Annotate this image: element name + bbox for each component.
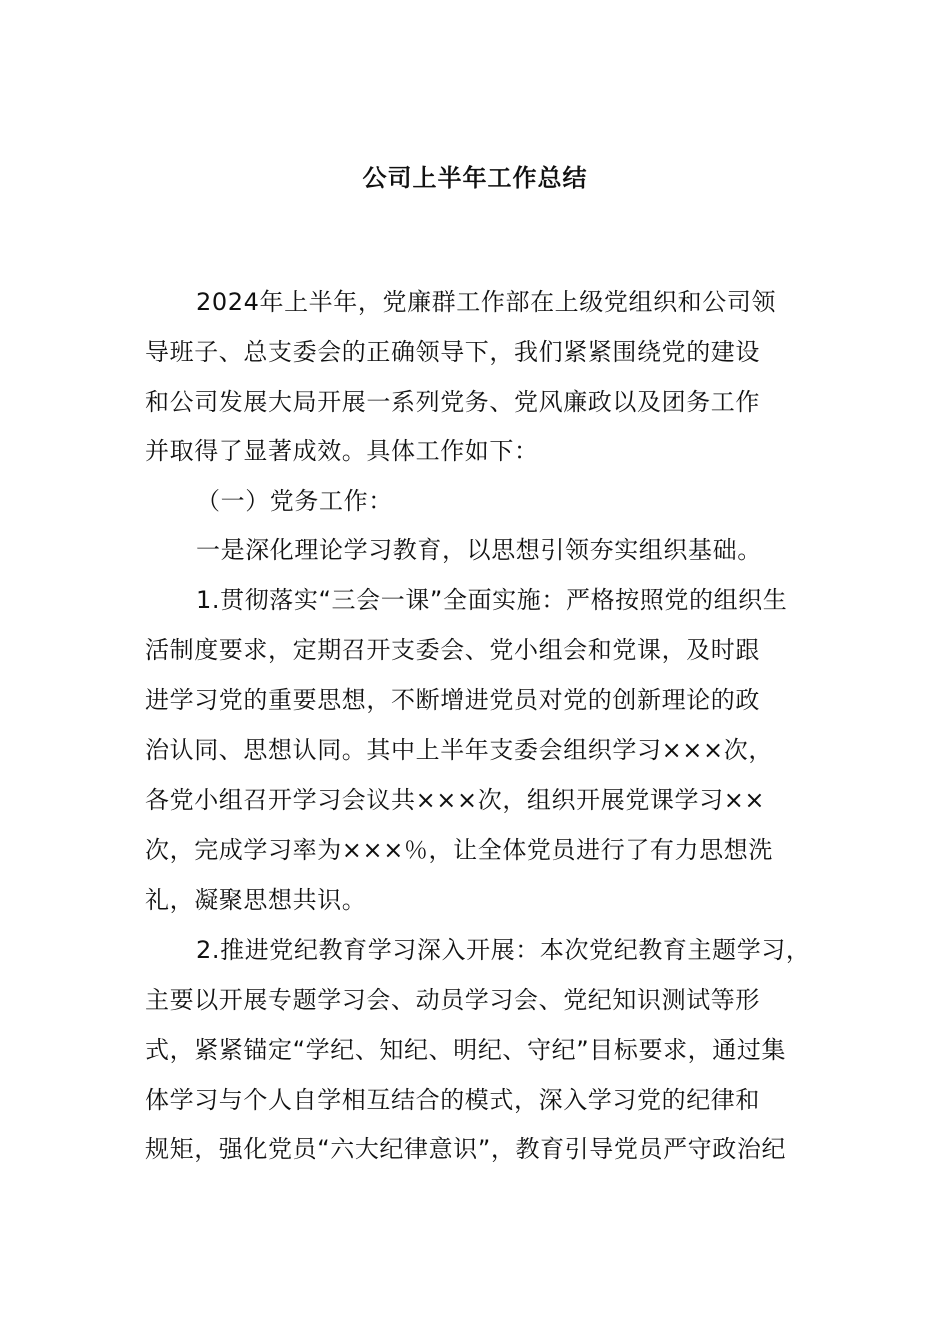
paragraph-line: 次，完成学习率为×××％，让全体党员进行了有力思想洗	[145, 836, 773, 864]
paragraph-line: 2.推进党纪教育学习深入开展：本次党纪教育主题学习，	[196, 936, 811, 964]
paragraph-line: 并取得了显著成效。具体工作如下：	[145, 437, 539, 465]
section-heading: （一）党务工作：	[196, 487, 393, 515]
paragraph-line: 2024年上半年，党廉群工作部在上级党组织和公司领	[196, 288, 777, 316]
paragraph-line: 各党小组召开学习会议共×××次，组织开展党课学习××	[145, 786, 766, 814]
paragraph-line: 1.贯彻落实“三会一课”全面实施：严格按照党的组织生	[196, 586, 788, 614]
paragraph-line: 规矩，强化党员“六大纪律意识”，教育引导党员严守政治纪	[145, 1135, 787, 1163]
paragraph-line: 礼，凝聚思想共识。	[145, 886, 367, 914]
paragraph-line: 式，紧紧锚定“学纪、知纪、明纪、守纪”目标要求，通过集	[145, 1036, 787, 1064]
paragraph-line: 导班子、总支委会的正确领导下，我们紧紧围绕党的建设	[145, 338, 760, 366]
paragraph-line: 主要以开展专题学习会、动员学习会、党纪知识测试等形	[145, 986, 760, 1014]
document-title: 公司上半年工作总结	[362, 164, 588, 192]
paragraph-line: 一是深化理论学习教育，以思想引领夯实组织基础。	[196, 536, 762, 564]
paragraph-line: 活制度要求，定期召开支委会、党小组会和党课，及时跟	[145, 636, 760, 664]
paragraph-line: 治认同、思想认同。其中上半年支委会组织学习×××次，	[145, 736, 773, 764]
paragraph-line: 进学习党的重要思想，不断增进党员对党的创新理论的政	[145, 686, 760, 714]
paragraph-line: 和公司发展大局开展一系列党务、党风廉政以及团务工作	[145, 388, 760, 416]
paragraph-line: 体学习与个人自学相互结合的模式，深入学习党的纪律和	[145, 1086, 760, 1114]
